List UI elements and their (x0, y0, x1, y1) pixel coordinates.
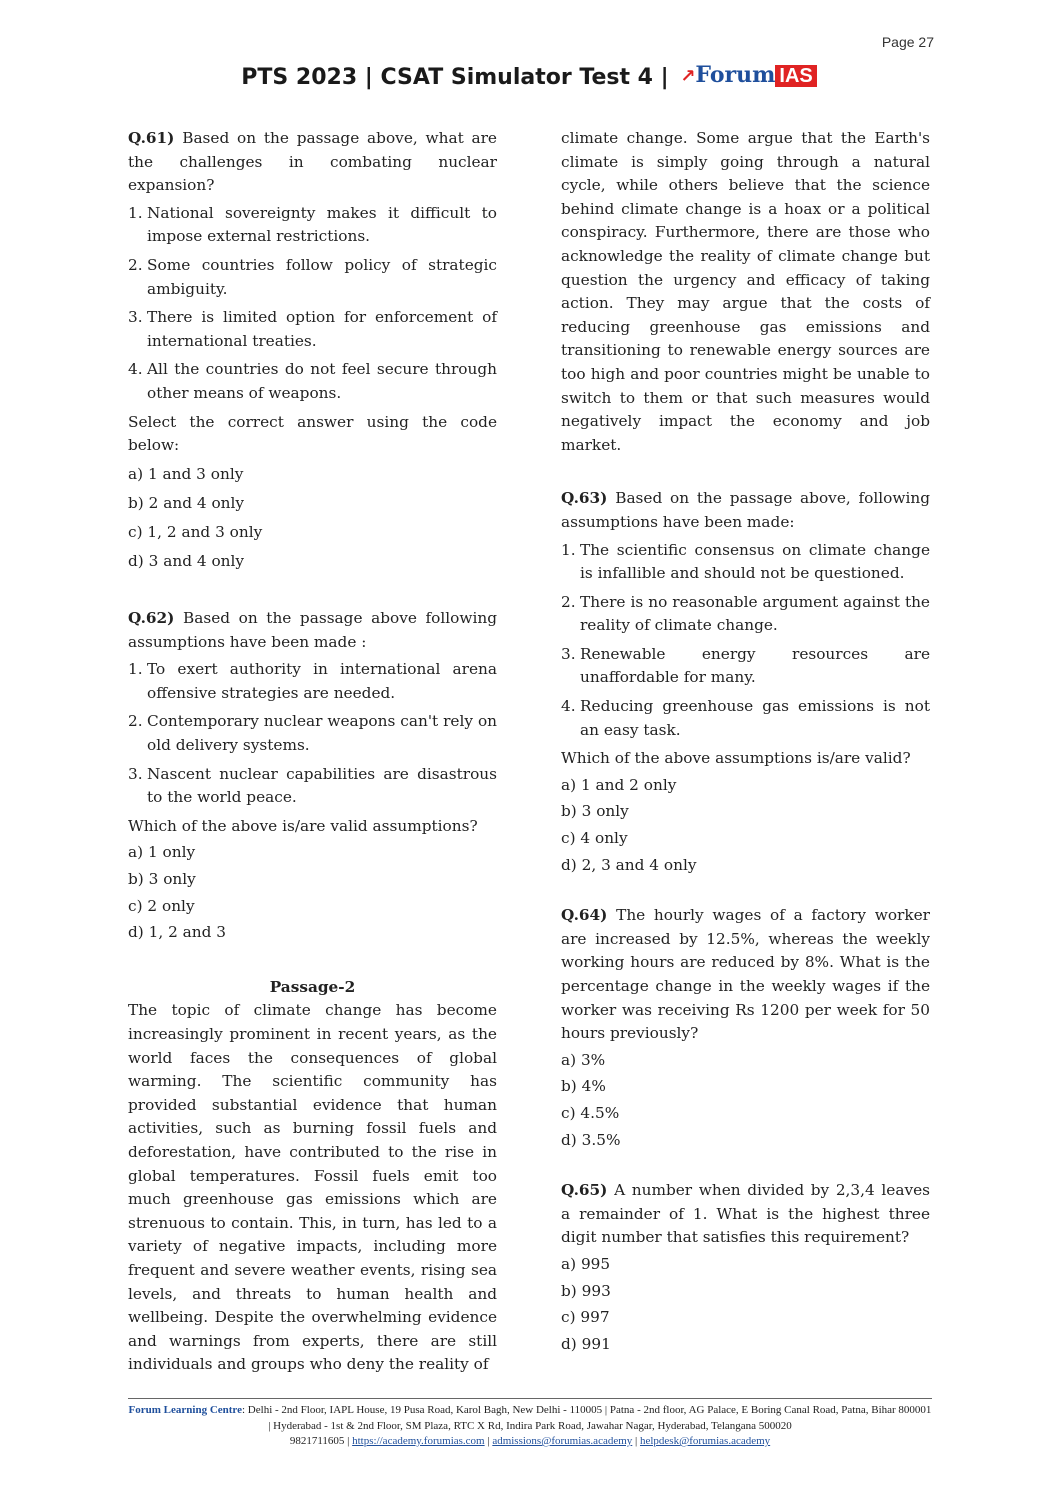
list-item: 1. To exert authority in international arena offensive strategies are needed. (128, 660, 497, 702)
option-b: b) 3 only (561, 802, 629, 821)
statement-list (128, 202, 497, 406)
option-a: a) 1 only (128, 843, 196, 862)
list-item: 4. All the countries do not feel secure through other means of weapons. (128, 360, 497, 402)
passage-title: Passage-2 (269, 977, 356, 996)
option-c: c) 4.5% (561, 1103, 620, 1122)
list-item: 3. Renewable energy resources are unaffordable for many. (561, 644, 930, 687)
option-c: c) 2 only (128, 896, 195, 915)
option-a: a) 1 and 2 only (561, 775, 677, 794)
question-65 (561, 1179, 930, 1250)
forumias-logo (680, 62, 816, 88)
statement-list (128, 658, 497, 810)
question-instruction: Which of the above assumptions is/are valid? (561, 749, 911, 768)
list-item: 3. There is limited option for enforcement of international treaties. (128, 308, 497, 350)
question-63 (561, 487, 930, 534)
option-d: d) 991 (561, 1334, 611, 1353)
page-footer: Forum Learning Centre: Delhi - 2nd Floor, IAPL House, 19 Pusa Road, Karol Bagh, New Delhi - 110005 | Patna - 2nd floor, AG Palace, E Boring Canal Road, Patna, Bihar 800001 | Hyderabad - 1st & 2nd Floor, SM Plaza, RTC X Rd, Indira Park Road, Jawahar Nagar, Hyderabad, Telangana 500020 9821711605 | https://academy.forumias.com | admissions@forumias.academy | helpdesk@forumias.academy (128, 1398, 932, 1450)
list-item: 2. Some countries follow policy of strategic ambiguity. (128, 255, 497, 298)
question-label: Q.64) (561, 906, 608, 925)
option-a: a) 1 and 3 only (128, 464, 244, 483)
question-text: Based on the passage above following assumptions have been made : (128, 609, 497, 651)
option-b: b) 2 and 4 only (128, 493, 245, 512)
logo-forum-text: Forum (695, 62, 776, 88)
option-a: a) 995 (561, 1254, 611, 1273)
option-a: a) 3% (561, 1050, 606, 1069)
option-b: b) 993 (561, 1281, 611, 1300)
page-header (0, 62, 1058, 90)
page-number: Page 27 (881, 34, 934, 50)
arrow-icon: ↗ (680, 66, 696, 87)
list-item: 2. There is no reasonable argument against the reality of climate change. (561, 592, 930, 635)
question-text: Based on the passage above, what are the challenges in combating nuclear expansion? (128, 129, 497, 195)
list-item: 4. Reducing greenhouse gas emissions is not an easy task. (561, 697, 930, 739)
page-title: PTS 2023 | CSAT Simulator Test 4 | (241, 65, 669, 90)
footer-addresses: : Delhi - 2nd Floor, IAPL House, 19 Pusa Road, Karol Bagh, New Delhi - 110005 | Patna - 2nd floor, AG Palace, E Boring Canal Road, Patna, Bihar 800001 | Hyderabad - 1st & 2nd Floor, SM Plaza, RTC X Rd, Indira Park Road, Jawahar Nagar, Hyderabad, Telangana 500020 (242, 1404, 932, 1432)
statement-list (561, 539, 930, 743)
option-d: d) 3 and 4 only (128, 552, 245, 570)
question-text: The hourly wages of a factory worker are increased by 12.5%, whereas the weekly working hours are reduced by 8%. What is the percentage change in the weekly wages if the worker was receiving Rs 1200 per week for 50 hours previously? (561, 906, 930, 1043)
question-label: Q.65) (561, 1181, 608, 1200)
logo-ias-text: IAS (775, 65, 816, 87)
question-62 (128, 607, 497, 654)
footer-phone: 9821711605 | (289, 1435, 350, 1447)
question-text: A number when divided by 2,3,4 leaves a remainder of 1. What is the highest three digit number that satisfies this requirement? (561, 1181, 930, 1247)
footer-brand: Forum Learning Centre (128, 1404, 242, 1416)
website-link[interactable]: https://academy.forumias.com (352, 1435, 485, 1447)
option-c: c) 1, 2 and 3 only (128, 522, 263, 541)
question-label: Q.61) (128, 129, 175, 147)
question-label: Q.63) (561, 489, 608, 508)
helpdesk-email-link[interactable]: helpdesk@forumias.academy (639, 1435, 771, 1447)
question-text: Based on the passage above, following assumptions have been made: (561, 489, 930, 531)
list-item: 1. The scientific consensus on climate change is infallible and should not be questioned. (561, 540, 930, 583)
question-label: Q.62) (128, 609, 175, 628)
option-b: b) 4% (561, 1077, 606, 1096)
left-column (128, 127, 497, 1377)
passage-text-continued: climate change. Some argue that the Earth's climate is simply going through a natural cycle, while others believe that the science behind climate change is a hoax or a political conspiracy. Furthermore, there are those who acknowledge the reality of climate change but question the urgency and efficacy of taking action. They may argue that the costs of reducing greenhouse gas emissions and transitioning to renewable energy sources are too high and poor countries might be unable to switch to them or that such measures would negatively impact the economy and job market. (561, 129, 930, 454)
option-d: d) 1, 2 and 3 (128, 923, 227, 942)
passage-text: The topic of climate change has become increasingly prominent in recent years, as the world faces the consequences of global warming. The scientific community has provided substantial evidence that human activities, such as burning fossil fuels and deforestation, have contributed to the rise in global temperatures. Fossil fuels emit too much greenhouse gas emissions which are strenuous to contain. This, in turn, has led to a variety of negative impacts, including more frequent and severe weather events, rising sea levels, and threats to human health and wellbeing. Despite the overwhelming evidence and warnings from experts, there are still individuals and groups who deny the reality of (128, 1001, 497, 1374)
question-61 (128, 127, 497, 198)
question-instruction: Select the correct answer using the code below: (128, 412, 497, 455)
question-instruction: Which of the above is/are valid assumptions? (128, 816, 478, 835)
list-item: 3. Nascent nuclear capabilities are disastrous to the world peace. (128, 764, 497, 807)
list-item: 2. Contemporary nuclear weapons can't rely on old delivery systems. (128, 712, 497, 755)
option-d: d) 3.5% (561, 1130, 621, 1149)
list-item: 1. National sovereignty makes it difficult to impose external restrictions. (128, 203, 497, 246)
option-d: d) 2, 3 and 4 only (561, 855, 697, 874)
option-c: c) 997 (561, 1308, 610, 1327)
option-c: c) 4 only (561, 829, 628, 848)
admissions-email-link[interactable]: admissions@forumias.academy (492, 1435, 633, 1447)
option-b: b) 3 only (128, 870, 196, 889)
question-64 (561, 904, 930, 1046)
right-column (561, 127, 930, 1359)
